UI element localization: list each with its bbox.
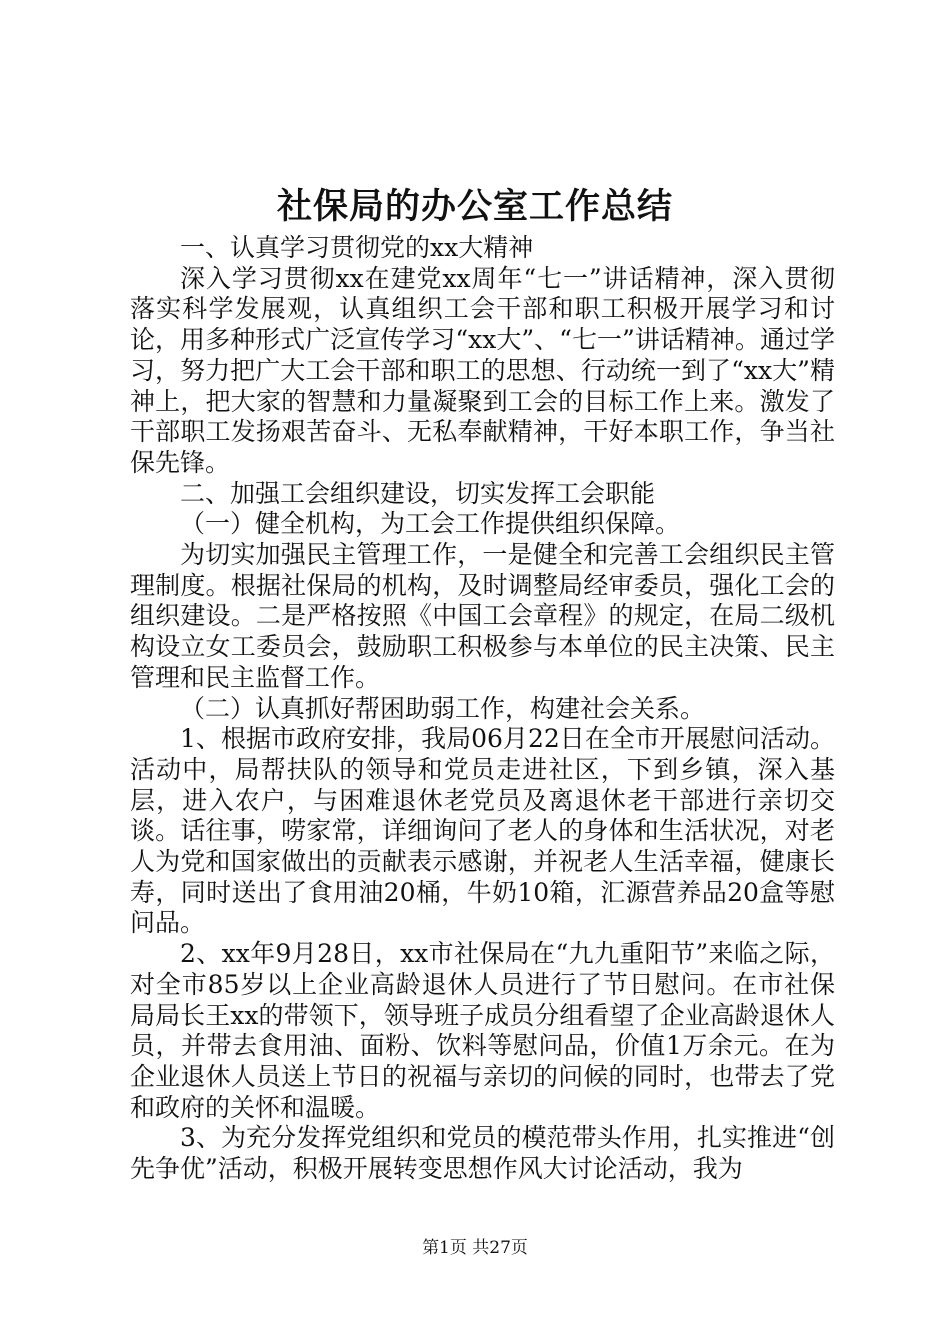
paragraph: 1、根据市政府安排，我局06月22日在全市开展慰问活动。活动中，局帮扶队的领导和党员走进社区，下到乡镇，深入基层，进入农户，与困难退休老党员及离退休老干部进行亲切交谈。话往事，唠家常，详细询问了老人的身体和生活状况，对老人为党和国家做出的贡献表示感谢，并祝老人生活幸福，健康长寿，同时送出了食用油20桶，牛奶10箱，汇源营养品20盒等慰问品。: [130, 724, 835, 938]
subsection-heading-2: （二）认真抓好帮困助弱工作，构建社会关系。: [180, 693, 706, 723]
paragraph: 2、xx年9月28日，xx市社保局在“九九重阳节”来临之际，对全市85岁以上企业高龄退休人员进行了节日慰问。在市社保局局长王xx的带领下，领导班子成员分组看望了企业高龄退休人员，并带去食用油、面粉、饮料等慰问品，价值1万余元。在为企业退休人员送上节日的祝福与亲切的问候的同时，也带去了党和政府的关怀和温暖。: [130, 939, 835, 1122]
document-body: [130, 233, 835, 1185]
paragraph: 为切实加强民主管理工作，一是健全和完善工会组织民主管理制度。根据社保局的机构，及时调整局经审委员，强化工会的组织建设。二是严格按照《中国工会章程》的规定，在局二级机构设立女工委员会，鼓励职工积极参与本单位的民主决策、民主管理和民主监督工作。: [130, 540, 835, 692]
paragraph: 深入学习贯彻xx在建党xx周年“七一”讲话精神，深入贯彻落实科学发展观，认真组织工会干部和职工积极开展学习和讨论，用多种形式广泛宣传学习“xx大”、“七一”讲话精神。通过学习，努力把广大工会干部和职工的思想、行动统一到了“xx大”精神上，把大家的智慧和力量凝聚到工会的目标工作上来。激发了干部职工发扬艰苦奋斗、无私奉献精神，干好本职工作，争当社保先锋。: [130, 263, 835, 477]
page-footer: 第1页 共27页: [422, 1238, 528, 1258]
subsection-heading-1: （一）健全机构，为工会工作提供组织保障。: [180, 509, 681, 539]
document-title: 社保局的办公室工作总结: [276, 186, 673, 227]
paragraph: 3、为充分发挥党组织和党员的模范带头作用，扎实推进“创先争优”活动，积极开展转变思想作风大讨论活动，我为: [130, 1123, 835, 1184]
section-heading-2: 二、加强工会组织建设，切实发挥工会职能: [180, 478, 656, 508]
section-heading-1: 一、认真学习贯彻党的xx大精神: [180, 233, 534, 262]
